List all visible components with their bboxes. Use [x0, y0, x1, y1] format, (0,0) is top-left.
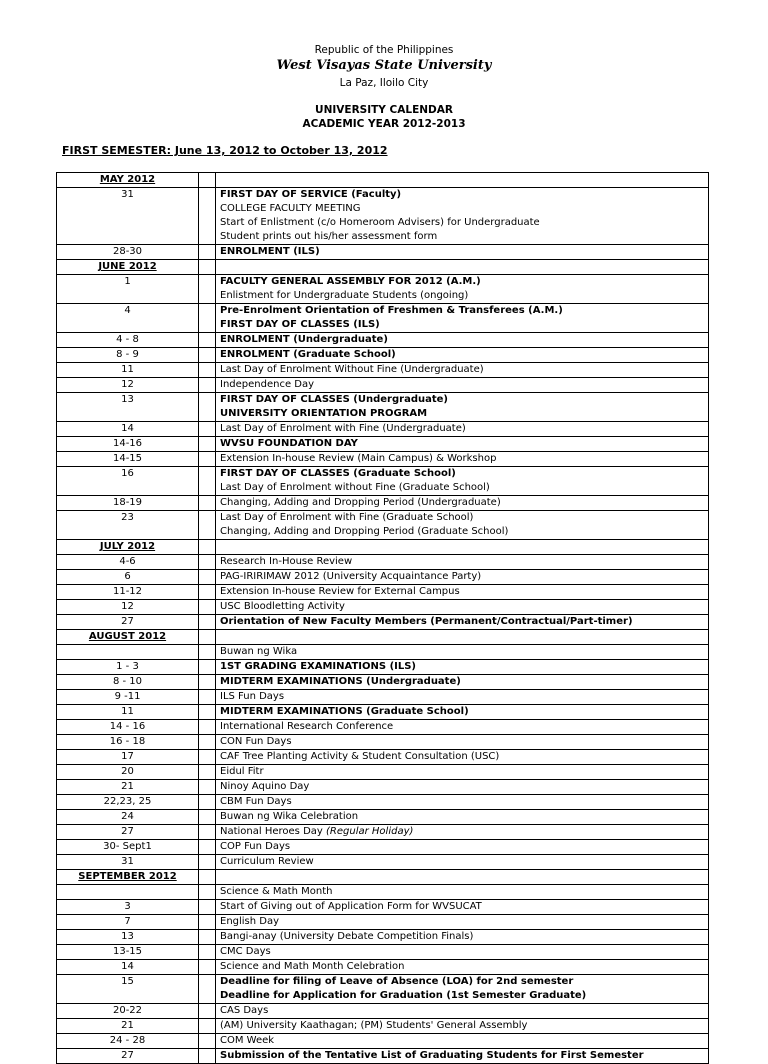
date-cell: 3 [57, 900, 199, 915]
spacer-cell [199, 810, 216, 825]
spacer-cell [199, 705, 216, 720]
spacer-cell [199, 188, 216, 245]
event-row [57, 855, 709, 870]
spacer-cell [199, 437, 216, 452]
republic-line: Republic of the Philippines [314, 44, 454, 56]
event-row [57, 275, 709, 304]
event-text: COP Fun Days [220, 841, 291, 852]
event-text: Extension In-house Review for External Campus [220, 586, 460, 597]
spacer-cell [199, 173, 216, 188]
event-row [57, 960, 709, 975]
event-text: Start of Giving out of Application Form for WVSUCAT [220, 901, 482, 912]
event-text: Extension In-house Review (Main Campus) & Workshop [220, 453, 497, 464]
event-text: Last Day of Enrolment without Fine (Graduate School) [220, 482, 490, 493]
university-name: West Visayas State University [276, 58, 492, 73]
event-row [57, 378, 709, 393]
date-cell: 4 - 8 [57, 333, 199, 348]
date-cell: 21 [57, 780, 199, 795]
event-row [57, 735, 709, 750]
date-cell: 16 [57, 467, 199, 496]
spacer-cell [199, 570, 216, 585]
month-label: JULY 2012 [57, 540, 199, 555]
event-cell [216, 675, 709, 690]
event-cell [216, 496, 709, 511]
event-row [57, 585, 709, 600]
date-cell: 14 [57, 960, 199, 975]
date-cell: 14-15 [57, 452, 199, 467]
event-cell [216, 810, 709, 825]
date-cell: 24 - 28 [57, 1034, 199, 1049]
event-cell [216, 690, 709, 705]
event-row [57, 245, 709, 260]
event-text: Buwan ng Wika [220, 646, 298, 657]
event-row [57, 348, 709, 363]
date-cell: 6 [57, 570, 199, 585]
spacer-cell [199, 304, 216, 333]
event-row [57, 393, 709, 422]
event-text: Orientation of New Faculty Members (Permanent/Contractual/Part-timer) [220, 616, 633, 627]
event-row [57, 1019, 709, 1034]
event-cell [216, 378, 709, 393]
event-text: MIDTERM EXAMINATIONS (Graduate School) [220, 706, 469, 717]
event-cell [216, 275, 709, 304]
event-row [57, 750, 709, 765]
event-cell [216, 975, 709, 1004]
date-cell: 20 [57, 765, 199, 780]
university-location: La Paz, Iloilo City [339, 77, 429, 89]
spacer-cell [199, 960, 216, 975]
event-text: Ninoy Aquino Day [220, 781, 310, 792]
event-text: Curriculum Review [220, 856, 314, 867]
month-row [57, 173, 709, 188]
event-row [57, 690, 709, 705]
event-row [57, 333, 709, 348]
spacer-cell [199, 555, 216, 570]
event-cell [216, 452, 709, 467]
event-cell [216, 555, 709, 570]
event-row [57, 467, 709, 496]
month-row [57, 870, 709, 885]
spacer-cell [199, 496, 216, 511]
event-row [57, 675, 709, 690]
date-cell: 12 [57, 378, 199, 393]
spacer-cell [199, 540, 216, 555]
empty-cell [216, 870, 709, 885]
date-cell: 8 - 10 [57, 675, 199, 690]
calendar-table [56, 172, 709, 1064]
date-cell: 13-15 [57, 945, 199, 960]
event-text: English Day [220, 916, 280, 927]
event-text: Research In-House Review [220, 556, 353, 567]
event-text: 1ST GRADING EXAMINATIONS (ILS) [220, 661, 417, 672]
event-row [57, 1004, 709, 1019]
date-cell: 16 - 18 [57, 735, 199, 750]
event-row [57, 840, 709, 855]
date-cell: 23 [57, 511, 199, 540]
event-row [57, 437, 709, 452]
event-text: UNIVERSITY ORIENTATION PROGRAM [220, 408, 428, 419]
event-cell [216, 750, 709, 765]
academic-year: ACADEMIC YEAR 2012-2013 [302, 118, 466, 130]
event-cell [216, 960, 709, 975]
month-label: MAY 2012 [57, 173, 199, 188]
event-text: Pre-Enrolment Orientation of Freshmen & Transferees (A.M.) [220, 305, 563, 316]
empty-cell [216, 173, 709, 188]
event-text: PAG-IRIRIMAW 2012 (University Acquaintance Party) [220, 571, 482, 582]
date-cell: 21 [57, 1019, 199, 1034]
spacer-cell [199, 511, 216, 540]
spacer-cell [199, 720, 216, 735]
spacer-cell [199, 660, 216, 675]
date-cell: 15 [57, 975, 199, 1004]
event-row [57, 304, 709, 333]
spacer-cell [199, 870, 216, 885]
month-label: AUGUST 2012 [57, 630, 199, 645]
spacer-cell [199, 825, 216, 840]
event-cell [216, 900, 709, 915]
event-row [57, 795, 709, 810]
event-text: FACULTY GENERAL ASSEMBLY FOR 2012 (A.M.) [220, 276, 481, 287]
event-row [57, 496, 709, 511]
event-cell [216, 660, 709, 675]
spacer-cell [199, 780, 216, 795]
date-cell: 31 [57, 855, 199, 870]
spacer-cell [199, 260, 216, 275]
event-row [57, 945, 709, 960]
month-row [57, 260, 709, 275]
event-cell [216, 245, 709, 260]
event-note: (Regular Holiday) [326, 826, 414, 837]
event-cell [216, 467, 709, 496]
date-cell: 4-6 [57, 555, 199, 570]
date-cell: 24 [57, 810, 199, 825]
event-cell [216, 930, 709, 945]
spacer-cell [199, 378, 216, 393]
event-cell [216, 570, 709, 585]
event-text: Science and Math Month Celebration [220, 961, 405, 972]
event-text: ILS Fun Days [220, 691, 285, 702]
spacer-cell [199, 975, 216, 1004]
event-cell [216, 1004, 709, 1019]
event-text: Science & Math Month [220, 886, 333, 897]
event-cell [216, 600, 709, 615]
date-cell: 11 [57, 363, 199, 378]
spacer-cell [199, 467, 216, 496]
date-cell [57, 885, 199, 900]
event-row [57, 452, 709, 467]
event-text: Last Day of Enrolment with Fine (Undergraduate) [220, 423, 466, 434]
event-text: ENROLMENT (Undergraduate) [220, 334, 388, 345]
empty-cell [216, 260, 709, 275]
spacer-cell [199, 333, 216, 348]
spacer-cell [199, 840, 216, 855]
event-text: National Heroes Day (Regular Holiday) [220, 826, 414, 837]
empty-cell [216, 630, 709, 645]
event-text: CBM Fun Days [220, 796, 292, 807]
spacer-cell [199, 585, 216, 600]
event-row [57, 720, 709, 735]
event-text: Last Day of Enrolment with Fine (Graduate School) [220, 512, 474, 523]
event-text: ENROLMENT (Graduate School) [220, 349, 396, 360]
spacer-cell [199, 930, 216, 945]
event-row [57, 975, 709, 1004]
spacer-cell [199, 600, 216, 615]
date-cell: 4 [57, 304, 199, 333]
month-label: SEPTEMBER 2012 [57, 870, 199, 885]
event-cell [216, 333, 709, 348]
event-row [57, 825, 709, 840]
spacer-cell [199, 675, 216, 690]
event-cell [216, 1049, 709, 1064]
date-cell: 7 [57, 915, 199, 930]
event-text: CON Fun Days [220, 736, 292, 747]
spacer-cell [199, 348, 216, 363]
event-row [57, 765, 709, 780]
event-text: (AM) University Kaathagan; (PM) Students' General Assembly [220, 1020, 528, 1031]
date-cell: 30- Sept1 [57, 840, 199, 855]
event-row [57, 1034, 709, 1049]
date-cell: 9 -11 [57, 690, 199, 705]
spacer-cell [199, 630, 216, 645]
event-row [57, 570, 709, 585]
date-cell: 31 [57, 188, 199, 245]
month-row [57, 540, 709, 555]
spacer-cell [199, 750, 216, 765]
date-cell [57, 645, 199, 660]
date-cell: 1 - 3 [57, 660, 199, 675]
spacer-cell [199, 735, 216, 750]
event-text: Independence Day [220, 379, 315, 390]
event-cell [216, 705, 709, 720]
spacer-cell [199, 1034, 216, 1049]
event-text: ENROLMENT (ILS) [220, 246, 320, 257]
calendar-title: UNIVERSITY CALENDAR [315, 104, 453, 116]
event-text: FIRST DAY OF CLASSES (Undergraduate) [220, 394, 448, 405]
event-row [57, 511, 709, 540]
date-cell: 17 [57, 750, 199, 765]
date-cell: 14 - 16 [57, 720, 199, 735]
date-cell: 27 [57, 1049, 199, 1064]
date-cell: 13 [57, 930, 199, 945]
event-cell [216, 511, 709, 540]
event-cell [216, 765, 709, 780]
event-cell [216, 840, 709, 855]
month-label: JUNE 2012 [57, 260, 199, 275]
event-cell [216, 645, 709, 660]
event-text: CAS Days [220, 1005, 269, 1016]
event-text: USC Bloodletting Activity [220, 601, 345, 612]
date-cell: 28-30 [57, 245, 199, 260]
event-cell [216, 585, 709, 600]
event-cell [216, 1019, 709, 1034]
spacer-cell [199, 245, 216, 260]
event-cell [216, 615, 709, 630]
spacer-cell [199, 422, 216, 437]
event-text: Last Day of Enrolment Without Fine (Undergraduate) [220, 364, 484, 375]
event-text: MIDTERM EXAMINATIONS (Undergraduate) [220, 676, 461, 687]
date-cell: 22,23, 25 [57, 795, 199, 810]
spacer-cell [199, 945, 216, 960]
event-text: Deadline for filing of Leave of Absence (LOA) for 2nd semester [220, 976, 574, 987]
spacer-cell [199, 452, 216, 467]
event-text: FIRST DAY OF CLASSES (Graduate School) [220, 468, 456, 479]
event-row [57, 900, 709, 915]
event-cell [216, 1034, 709, 1049]
event-text: Eidul Fitr [220, 766, 264, 777]
event-text: Start of Enlistment (c/o Homeroom Advisers) for Undergraduate [220, 217, 540, 228]
event-cell [216, 780, 709, 795]
event-text: Changing, Adding and Dropping Period (Graduate School) [220, 526, 509, 537]
spacer-cell [199, 275, 216, 304]
event-row [57, 705, 709, 720]
spacer-cell [199, 900, 216, 915]
event-cell [216, 915, 709, 930]
event-row [57, 600, 709, 615]
event-row [57, 615, 709, 630]
date-cell: 14 [57, 422, 199, 437]
event-text: CMC Days [220, 946, 271, 957]
date-cell: 18-19 [57, 496, 199, 511]
event-cell [216, 825, 709, 840]
event-text: FIRST DAY OF SERVICE (Faculty) [220, 189, 402, 200]
date-cell: 14-16 [57, 437, 199, 452]
event-text: WVSU FOUNDATION DAY [220, 438, 358, 449]
date-cell: 27 [57, 825, 199, 840]
event-cell [216, 437, 709, 452]
event-row [57, 1049, 709, 1064]
event-text: COM Week [220, 1035, 275, 1046]
spacer-cell [199, 363, 216, 378]
event-text: Student prints out his/her assessment form [220, 231, 438, 242]
event-cell [216, 304, 709, 333]
spacer-cell [199, 1019, 216, 1034]
event-cell [216, 348, 709, 363]
event-text: Bangi-anay (University Debate Competition Finals) [220, 931, 474, 942]
event-text: FIRST DAY OF CLASSES (ILS) [220, 319, 380, 330]
spacer-cell [199, 855, 216, 870]
date-cell: 27 [57, 615, 199, 630]
spacer-cell [199, 765, 216, 780]
semester-heading: FIRST SEMESTER: June 13, 2012 to October 13, 2012 [62, 144, 388, 157]
event-row [57, 363, 709, 378]
date-cell: 1 [57, 275, 199, 304]
event-cell [216, 422, 709, 437]
event-row [57, 780, 709, 795]
spacer-cell [199, 885, 216, 900]
spacer-cell [199, 645, 216, 660]
spacer-cell [199, 393, 216, 422]
event-text: CAF Tree Planting Activity & Student Consultation (USC) [220, 751, 500, 762]
date-cell: 11 [57, 705, 199, 720]
date-cell: 12 [57, 600, 199, 615]
spacer-cell [199, 915, 216, 930]
date-cell: 8 - 9 [57, 348, 199, 363]
spacer-cell [199, 615, 216, 630]
month-row [57, 630, 709, 645]
event-row [57, 810, 709, 825]
event-cell [216, 795, 709, 810]
event-text: Enlistment for Undergraduate Students (ongoing) [220, 290, 469, 301]
event-cell [216, 735, 709, 750]
spacer-cell [199, 690, 216, 705]
event-cell [216, 188, 709, 245]
event-row [57, 422, 709, 437]
event-row [57, 660, 709, 675]
event-text: Buwan ng Wika Celebration [220, 811, 359, 822]
event-text: Changing, Adding and Dropping Period (Undergraduate) [220, 497, 501, 508]
event-text: Deadline for Application for Graduation (1st Semester Graduate) [220, 990, 587, 1001]
event-cell [216, 363, 709, 378]
event-cell [216, 885, 709, 900]
spacer-cell [199, 795, 216, 810]
event-row [57, 645, 709, 660]
event-text: Submission of the Tentative List of Graduating Students for First Semester [220, 1050, 644, 1061]
event-row [57, 885, 709, 900]
date-cell: 20-22 [57, 1004, 199, 1019]
event-cell [216, 393, 709, 422]
spacer-cell [199, 1049, 216, 1064]
event-row [57, 188, 709, 245]
date-cell: 13 [57, 393, 199, 422]
empty-cell [216, 540, 709, 555]
event-row [57, 930, 709, 945]
event-cell [216, 945, 709, 960]
spacer-cell [199, 1004, 216, 1019]
event-row [57, 915, 709, 930]
event-row [57, 555, 709, 570]
event-cell [216, 855, 709, 870]
event-text: COLLEGE FACULTY MEETING [220, 203, 361, 214]
date-cell: 11-12 [57, 585, 199, 600]
event-text: International Research Conference [220, 721, 394, 732]
event-cell [216, 720, 709, 735]
